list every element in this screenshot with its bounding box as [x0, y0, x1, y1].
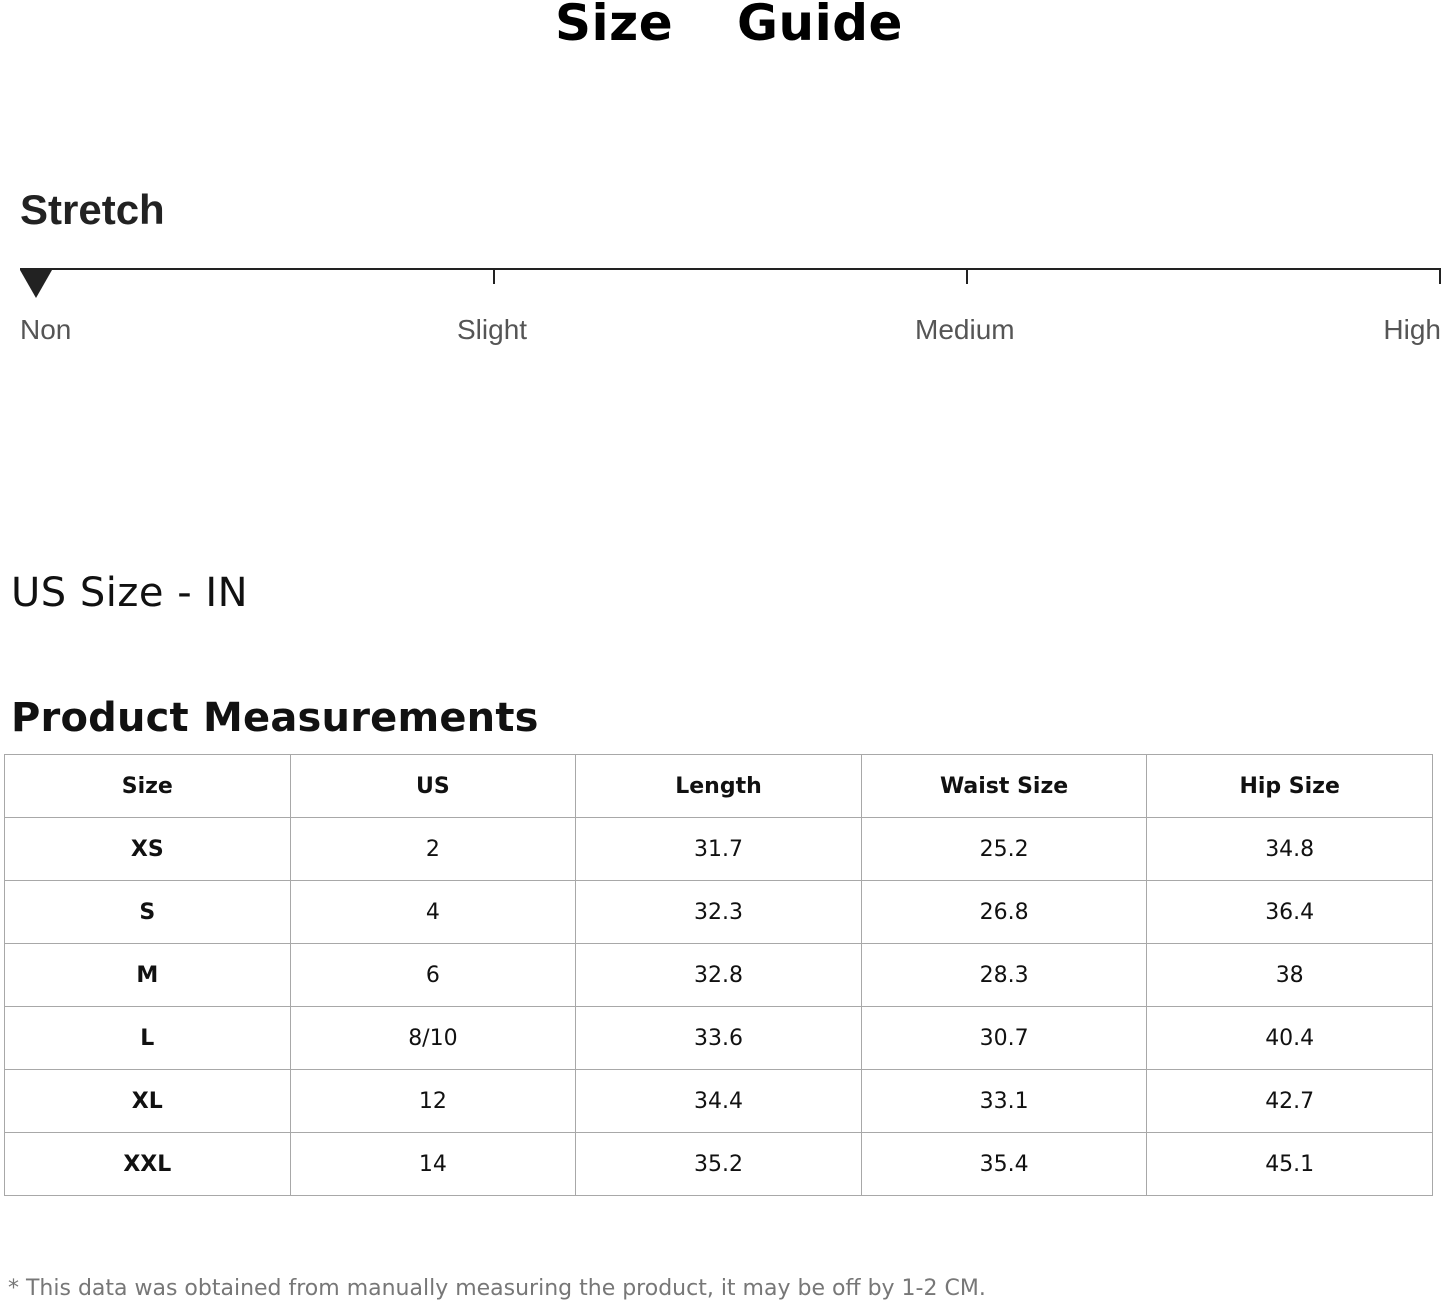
stretch-label-non: Non — [20, 314, 72, 345]
stretch-title: Stretch — [20, 186, 165, 233]
cell-us: 6 — [290, 944, 576, 1007]
cell-waist: 28.3 — [861, 944, 1147, 1007]
cell-length: 34.4 — [576, 1070, 862, 1133]
size-system-label: US Size - IN — [11, 570, 249, 616]
cell-size: XXL — [5, 1133, 291, 1196]
cell-size: XL — [5, 1070, 291, 1133]
stretch-indicator-icon — [20, 270, 52, 298]
stretch-label-slight: Slight — [457, 314, 528, 345]
cell-waist: 30.7 — [861, 1007, 1147, 1070]
cell-us: 4 — [290, 881, 576, 944]
cell-waist: 35.4 — [861, 1133, 1147, 1196]
cell-hip: 42.7 — [1147, 1070, 1433, 1133]
stretch-scale-line — [20, 268, 1441, 270]
stretch-scale — [20, 266, 1441, 356]
cell-length: 32.3 — [576, 881, 862, 944]
page-title: Size Guide — [555, 0, 903, 52]
measurements-table — [4, 754, 1433, 1196]
cell-waist: 26.8 — [861, 881, 1147, 944]
cell-waist: 25.2 — [861, 818, 1147, 881]
table-header-row — [5, 755, 1433, 818]
column-header-us: US — [290, 755, 576, 818]
stretch-tick-medium — [966, 268, 968, 284]
column-header-hip: Hip Size — [1147, 755, 1433, 818]
cell-hip: 36.4 — [1147, 881, 1433, 944]
table-row — [5, 881, 1433, 944]
cell-hip: 38 — [1147, 944, 1433, 1007]
measurements-title: Product Measurements — [11, 695, 539, 741]
stretch-tick-high — [1439, 268, 1441, 284]
table-row — [5, 1007, 1433, 1070]
cell-length: 35.2 — [576, 1133, 862, 1196]
cell-hip: 45.1 — [1147, 1133, 1433, 1196]
cell-length: 32.8 — [576, 944, 862, 1007]
cell-length: 31.7 — [576, 818, 862, 881]
cell-size: M — [5, 944, 291, 1007]
table-row — [5, 944, 1433, 1007]
cell-us: 8/10 — [290, 1007, 576, 1070]
column-header-length: Length — [576, 755, 862, 818]
cell-size: S — [5, 881, 291, 944]
table-row — [5, 818, 1433, 881]
cell-hip: 34.8 — [1147, 818, 1433, 881]
cell-size: XS — [5, 818, 291, 881]
cell-size: L — [5, 1007, 291, 1070]
column-header-size: Size — [5, 755, 291, 818]
cell-us: 2 — [290, 818, 576, 881]
stretch-label-high: High — [1383, 314, 1441, 345]
cell-waist: 33.1 — [861, 1070, 1147, 1133]
cell-us: 12 — [290, 1070, 576, 1133]
stretch-label-medium: Medium — [915, 314, 1015, 345]
cell-length: 33.6 — [576, 1007, 862, 1070]
table-row — [5, 1070, 1433, 1133]
stretch-tick-slight — [493, 268, 495, 284]
column-header-waist: Waist Size — [861, 755, 1147, 818]
footnote: * This data was obtained from manually measuring the product, it may be off by 1-2 CM. — [8, 1276, 986, 1301]
cell-hip: 40.4 — [1147, 1007, 1433, 1070]
cell-us: 14 — [290, 1133, 576, 1196]
table-row — [5, 1133, 1433, 1196]
